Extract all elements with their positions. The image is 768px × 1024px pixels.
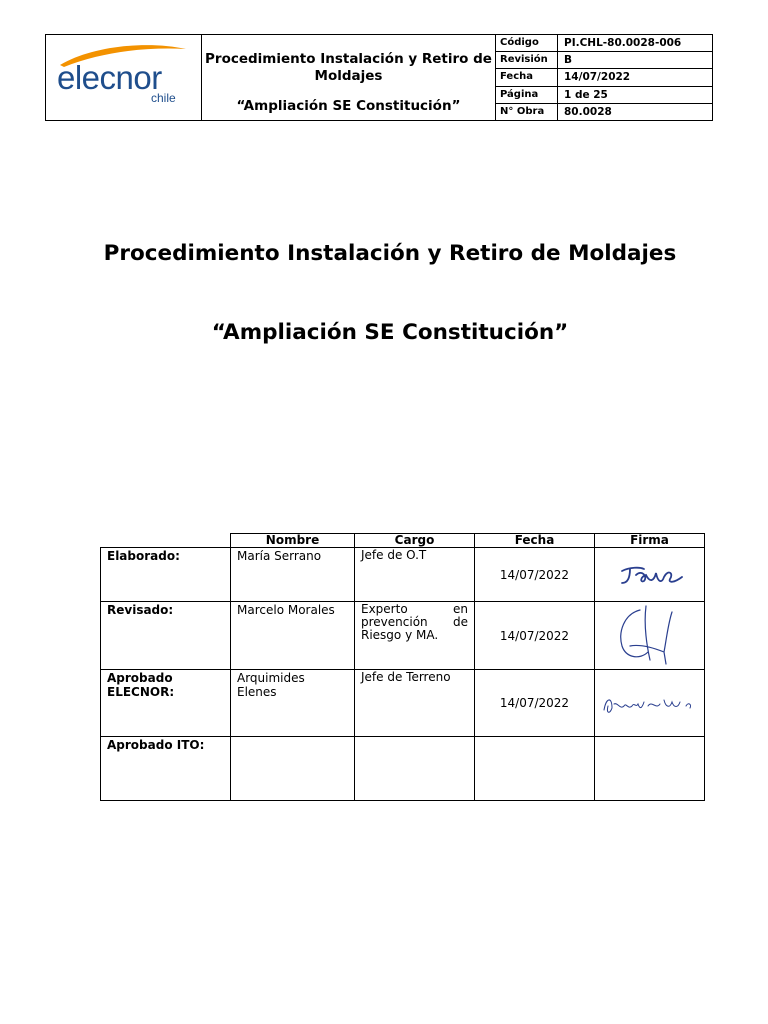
table-row [101,670,705,737]
column-header-nombre: Nombre [231,534,355,548]
nombre-cell [231,737,355,801]
cargo-cell: Experto en prevención de Riesgo y MA. [355,602,475,670]
role-cell: Aprobado ITO: [101,737,231,801]
meta-label: Fecha [496,69,558,85]
column-header-fecha: Fecha [475,534,595,548]
meta-row-fecha [496,69,712,86]
signature-2 [600,602,700,666]
meta-row-obra [496,104,712,120]
column-header-firma: Firma [595,534,705,548]
header-blank [101,534,231,548]
company-logo [46,35,202,120]
document-subtitle: “Ampliación SE Constitución” [211,320,569,345]
meta-value: B [564,54,573,67]
nombre-cell: Arquimides Elenes [231,670,355,737]
cargo-cell [355,737,475,801]
document-title: Procedimiento Instalación y Retiro de Moldajes [103,241,677,266]
firma-cell [595,602,705,670]
header-title [202,35,496,120]
meta-value: 14/07/2022 [564,71,631,84]
firma-cell [595,737,705,801]
meta-label: Código [496,35,558,51]
meta-row-revision [496,52,712,69]
cargo-cell: Jefe de Terreno [355,670,475,737]
nombre-cell: María Serrano [231,548,355,602]
firma-cell [595,548,705,602]
signature-1 [600,553,700,593]
fecha-cell: 14/07/2022 [475,602,595,670]
signature-3 [598,680,702,724]
meta-label: Revisión [496,52,558,68]
meta-row-codigo [496,35,712,52]
meta-value: 80.0028 [564,105,612,118]
role-cell: Revisado: [101,602,231,670]
meta-row-pagina [496,87,712,104]
logo-brand: elecnor [57,59,162,96]
header-title-line2: “Ampliación SE Constitución” [236,98,461,114]
role-cell: Aprobado ELECNOR: [101,670,231,737]
header-title-line1: Procedimiento Instalación y Retiro de Moldajes [205,51,492,84]
meta-value: 1 de 25 [564,88,608,101]
fecha-cell: 14/07/2022 [475,670,595,737]
document-meta [496,35,712,120]
fecha-cell: 14/07/2022 [475,548,595,602]
table-row [101,548,705,602]
column-header-cargo: Cargo [355,534,475,548]
logo-subtitle: chile [151,91,176,105]
table-row [101,737,705,801]
table-row [101,602,705,670]
approval-header-row [101,534,705,548]
meta-label: Página [496,87,558,103]
meta-value: PI.CHL-80.0028-006 [564,37,682,49]
cargo-cell: Jefe de O.T [355,548,475,602]
nombre-cell: Marcelo Morales [231,602,355,670]
document-header [45,34,713,121]
role-cell: Elaborado: [101,548,231,602]
fecha-cell [475,737,595,801]
firma-cell [595,670,705,737]
meta-label: N° Obra [496,104,558,120]
approval-table [100,533,705,801]
